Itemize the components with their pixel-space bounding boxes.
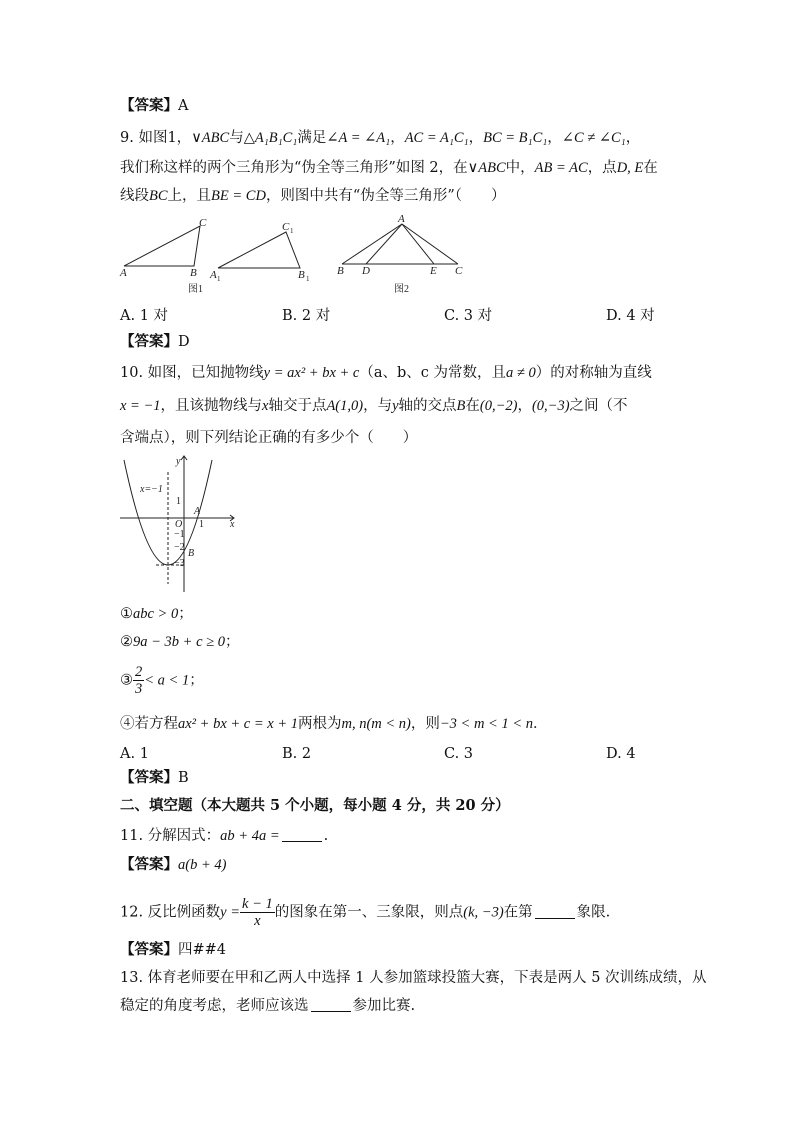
frac-two-thirds: $\frac{2}{3}$ (135, 664, 143, 697)
q10-option-a: A. 1 (120, 746, 149, 762)
q10-statement-2: ②9a − 3b + c ≥ 0； (120, 634, 240, 650)
q10-statement-4: ④若方程ax² + bx + c = x + 1两根为m, n(m < n)，则−3 < m < 1 < n． (120, 716, 548, 732)
q9-option-c: C. 3 对 (444, 308, 493, 324)
svg-text:−2: −2 (174, 542, 185, 553)
q11-answer: 【答案】a(b + 4) (120, 856, 227, 873)
q9-option-d: D. 4 对 (606, 308, 655, 324)
svg-text:1: 1 (199, 519, 204, 530)
section-2-heading: 二、填空题（本大题共 5 个小题，每小题 4 分，共 20 分） (120, 797, 510, 814)
q10-answer: 【答案】B (120, 769, 189, 786)
fig1-triangle (124, 226, 200, 266)
svg-text:B: B (190, 267, 197, 279)
q12: 12. 反比例函数y = $\frac{k - 1}{x}$ 的图象在第一、三象限，则点(k, −3)在第 象限. (120, 896, 611, 929)
q8-answer: 【答案】A (120, 97, 189, 114)
svg-text:D: D (362, 265, 370, 277)
q10-option-c: C. 3 (444, 746, 474, 762)
fig2-caption: 图2 (394, 284, 409, 295)
q10-option-d: D. 4 (606, 746, 636, 762)
q11: 11. 分解因式：ab + 4a = . (120, 828, 329, 844)
q10-statement-1: ①abc > 0； (120, 606, 193, 622)
frac-k-minus-1-over-x: $\frac{k - 1}{x}$ (242, 896, 273, 929)
q9-line-1: 9. 如图1，∨ABC与△A₁B₁C₁满足∠A = ∠A₁，AC = A₁C₁，BC = B₁C₁，∠C ≠ ∠C₁， (120, 130, 641, 146)
q9-line-3: 线段BC上，且BE = CD，则图中共有“伪全等三角形”（ ） (120, 188, 506, 204)
svg-text:A: A (210, 269, 217, 281)
q9-answer: 【答案】D (120, 333, 190, 350)
svg-text:x: x (230, 519, 235, 530)
svg-text:1: 1 (290, 227, 294, 235)
q10-option-b: B. 2 (282, 746, 312, 762)
svg-text:B: B (298, 269, 305, 281)
q13-line-2: 稳定的角度考虑，老师应该选 参加比赛. (120, 998, 416, 1014)
q13-blank (311, 997, 351, 1012)
svg-text:B: B (188, 548, 195, 559)
q12-answer: 【答案】四##4 (120, 941, 227, 958)
q10-line-3: 含端点），则下列结论正确的有多少个（ ） (120, 430, 418, 446)
q9-option-a: A. 1 对 (120, 308, 169, 324)
q11-blank (282, 827, 322, 842)
q9-figures (110, 212, 490, 300)
svg-text:E: E (430, 265, 437, 277)
q9-line-2: 我们称这样的两个三角形为“伪全等三角形”如图 2，在∨ABC中，AB = AC，点D, E在 (120, 160, 658, 176)
svg-text:C: C (455, 265, 463, 277)
svg-text:C: C (282, 221, 290, 233)
svg-text:B: B (337, 265, 344, 277)
svg-text:−1: −1 (174, 529, 185, 540)
q10-line-2: x = −1，且该抛物线与x轴交于点A(1,0)，与y轴的交点B在(0,−2)，(0,−3)之间（不 (120, 398, 628, 414)
svg-text:x=−1: x=−1 (140, 484, 163, 495)
q10-parabola-graph (116, 452, 246, 597)
svg-text:O: O (175, 519, 183, 530)
fig1-caption: 图1 (188, 284, 203, 295)
svg-text:A: A (194, 506, 201, 517)
q13-line-1: 13. 体育老师要在甲和乙两人中选择 1 人参加篮球投篮大赛，下表是两人 5 次训练成绩，从 (120, 970, 707, 986)
fig2-ac (402, 224, 458, 264)
svg-text:−3: −3 (174, 558, 185, 569)
svg-text:1: 1 (176, 496, 181, 507)
q10-statement-3: ③ $\frac{2}{3}$ < a < 1； (120, 664, 204, 697)
q9-option-b: B. 2 对 (282, 308, 331, 324)
fig1b-triangle (218, 232, 300, 268)
svg-text:1: 1 (306, 275, 310, 283)
svg-text:y: y (176, 456, 181, 467)
svg-text:C: C (199, 217, 207, 229)
q10-line-1: 10. 如图，已知抛物线y = ax² + bx + c（a、b、c 为常数，且a ≠ 0）的对称轴为直线 (120, 365, 652, 381)
svg-text:1: 1 (217, 275, 221, 283)
svg-text:A: A (398, 213, 405, 225)
svg-text:A: A (120, 267, 127, 279)
q12-blank (535, 904, 575, 919)
